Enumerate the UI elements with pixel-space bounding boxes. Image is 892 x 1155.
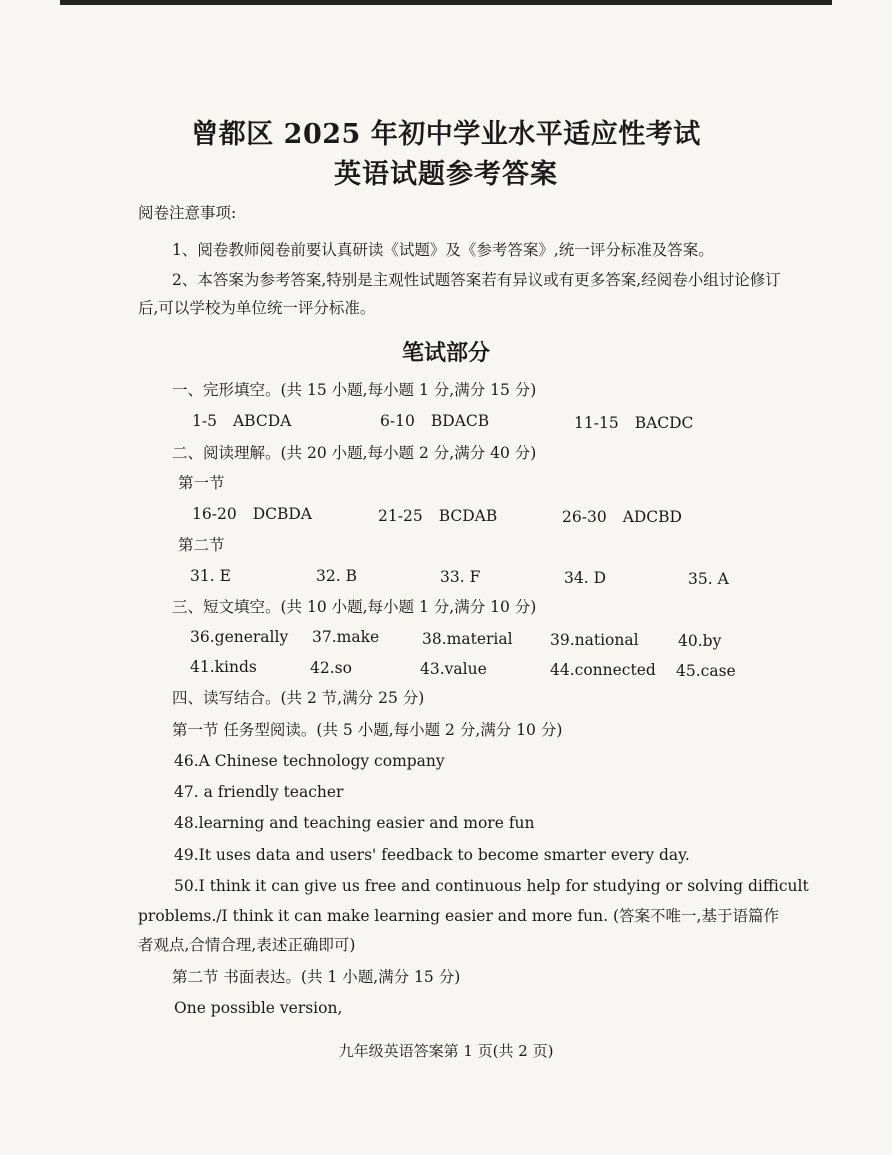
note-item-2-line-1: 2、本答案为参考答案,特别是主观性试题答案若有异议或有更多答案,经阅卷小组讨论修订 <box>172 271 781 289</box>
answer-letters: DCBDA <box>252 505 312 523</box>
answer-letters: BCDAB <box>438 507 498 525</box>
answer-50-line-1: 50.I think it can give us free and continuous help for studying or solving difficult <box>174 877 809 895</box>
answer-letters: ADCBD <box>622 508 682 526</box>
answer-item: 32. B <box>316 567 357 585</box>
answer-item: 33. F <box>440 568 481 586</box>
answer-letters: ABCDA <box>232 412 292 430</box>
answer-50-line-2: problems./I think it can make learning easier and more fun. (答案不唯一,基于语篇作 <box>138 907 779 925</box>
answer-item: 31. E <box>190 567 231 585</box>
answer-range: 21-25 <box>378 507 423 525</box>
answer-item: 35. A <box>688 570 729 588</box>
written-section-title: 笔试部分 <box>401 340 490 366</box>
answer-letters: BDACB <box>430 412 490 430</box>
answer-item: 41.kinds <box>190 658 257 676</box>
answer-range: 26-30 <box>562 508 607 526</box>
answer-49: 49.It uses data and users' feedback to become smarter every day. <box>174 846 690 864</box>
part1-heading: 一、完形填空。(共 15 小题,每小题 1 分,满分 15 分) <box>172 381 537 399</box>
answer-group <box>574 414 693 432</box>
answer-46: 46.A Chinese technology company <box>174 752 445 770</box>
answer-50-line-3: 者观点,合情合理,表述正确即可) <box>138 936 356 954</box>
part4-section2-heading: 第二节 书面表达。(共 1 小题,满分 15 分) <box>172 968 461 986</box>
part2-heading: 二、阅读理解。(共 20 小题,每小题 2 分,满分 40 分) <box>172 444 537 462</box>
answer-group <box>562 508 682 526</box>
answer-group <box>192 412 291 430</box>
notes-heading: 阅卷注意事项: <box>138 204 237 222</box>
answer-item: 34. D <box>564 569 607 587</box>
answer-item: 39.national <box>550 631 639 649</box>
answer-item: 43.value <box>420 660 487 678</box>
part3-heading: 三、短文填空。(共 10 小题,每小题 1 分,满分 10 分) <box>172 598 537 616</box>
answer-letters: BACDC <box>634 414 694 432</box>
note-item-1: 1、阅卷教师阅卷前要认真研读《试题》及《参考答案》,统一评分标准及答案。 <box>172 241 714 259</box>
answer-item: 42.so <box>310 659 352 677</box>
answer-48: 48.learning and teaching easier and more fun <box>174 814 535 832</box>
part4-section1-heading: 第一节 任务型阅读。(共 5 小题,每小题 2 分,满分 10 分) <box>172 721 563 739</box>
answer-group <box>380 412 489 430</box>
answer-range: 6-10 <box>380 412 415 430</box>
answer-range: 11-15 <box>574 414 619 432</box>
note-item-2-line-2: 后,可以学校为单位统一评分标准。 <box>138 299 376 317</box>
part2-section2-label: 第二节 <box>178 536 225 554</box>
answer-item: 38.material <box>422 630 513 648</box>
part4-heading: 四、读写结合。(共 2 节,满分 25 分) <box>172 689 425 707</box>
answer-47: 47. a friendly teacher <box>174 783 344 801</box>
answer-item: 45.case <box>676 662 736 680</box>
answer-range: 1-5 <box>192 412 217 430</box>
sample-essay-label: One possible version, <box>174 999 343 1017</box>
part2-section1-label: 第一节 <box>178 474 225 492</box>
answer-item: 44.connected <box>550 661 656 679</box>
answer-range: 16-20 <box>192 505 237 523</box>
answer-group <box>192 505 312 523</box>
page-footer: 九年级英语答案第 1 页(共 2 页) <box>338 1042 554 1060</box>
answer-item: 36.generally <box>190 628 289 646</box>
answer-item: 40.by <box>678 632 722 650</box>
exam-subtitle: 英语试题参考答案 <box>334 159 558 190</box>
exam-title: 曾都区 2025 年初中学业水平适应性考试 <box>191 119 701 150</box>
answer-group <box>378 507 497 525</box>
answer-item: 37.make <box>312 628 380 646</box>
